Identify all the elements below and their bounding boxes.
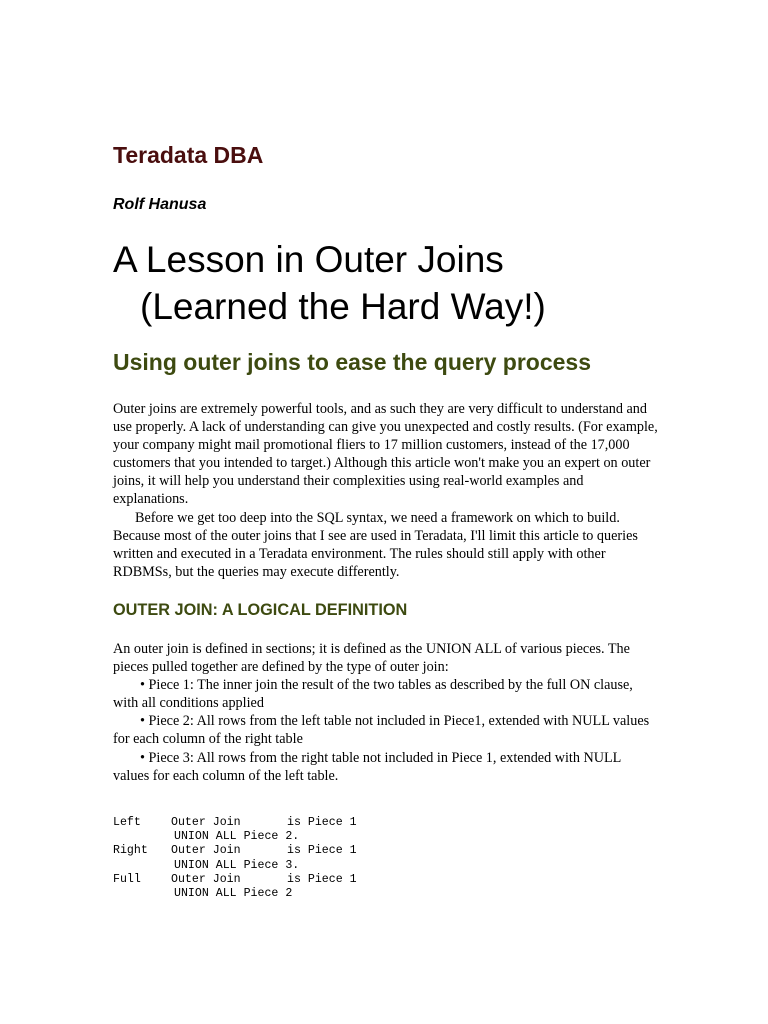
code-join-keyword: Outer Join [171, 816, 241, 829]
bullet-piece-2: • Piece 2: All rows from the left table not included in Piece1, extended with NULL values for each column of the right table [113, 713, 650, 748]
intro-paragraph-2: Before we get too deep into the SQL syntax, we need a framework on which to build. Because most of the outer joins that I see are used in Teradata, I'll limit this article to queries written and executed in a Teradata environment. The rules should still apply with other RDBMSs, but the queries may execute differently. [113, 509, 638, 580]
article-title-line-1: A Lesson in Outer Joins [113, 239, 504, 280]
code-join-result: is Piece 1 [287, 872, 357, 886]
code-row-full [113, 873, 357, 887]
code-row-left [113, 816, 357, 830]
code-join-result: is Piece 1 [287, 816, 357, 829]
author-name: Rolf Hanusa [113, 196, 207, 213]
article-title [113, 236, 546, 330]
code-join-type: Left [113, 816, 141, 829]
article-subtitle: Using outer joins to ease the query process [113, 349, 592, 375]
bullet-piece-1: • Piece 1: The inner join the result of the two tables as described by the full ON clause, with all conditions applied [113, 677, 633, 712]
code-join-result: is Piece 1 [287, 844, 357, 858]
intro-section [113, 400, 658, 581]
article-title-line-2: (Learned the Hard Way!) [140, 286, 546, 327]
code-join-keyword: Outer Join [171, 872, 241, 886]
definition-paragraph: An outer join is defined in sections; it is defined as the UNION ALL of various pieces. The pieces pulled together are defined by the type of outer join: [113, 641, 630, 676]
intro-paragraph-1: Outer joins are extremely powerful tools, and as such they are very difficult to understand and use properly. A lack of understanding can give you unexpected and costly results. (For example, your company might mail promotional fliers to 17 million customers, instead of the 17,000 customers that you intended to target.) Although this article won't make you an expert on outer joins, it will help you understand their complexities using real-world examples and explanations. [113, 401, 658, 508]
code-block [113, 816, 357, 901]
definition-section [113, 640, 658, 785]
code-row-left-continuation: UNION ALL Piece 2. [174, 830, 300, 844]
code-row-full-continuation: UNION ALL Piece 2 [174, 887, 293, 901]
code-join-keyword: Outer Join [171, 844, 241, 858]
code-join-type: Full [113, 872, 141, 886]
bullet-piece-3: • Piece 3: All rows from the right table not included in Piece 1, extended with NULL values for each column of the left table. [113, 749, 621, 784]
code-row-right-continuation: UNION ALL Piece 3. [174, 858, 300, 872]
code-join-type: Right [113, 844, 148, 858]
code-row-right [113, 844, 357, 858]
section-heading-outer-join: OUTER JOIN: A LOGICAL DEFINITION [113, 601, 408, 619]
section-label: Teradata DBA [113, 142, 264, 168]
